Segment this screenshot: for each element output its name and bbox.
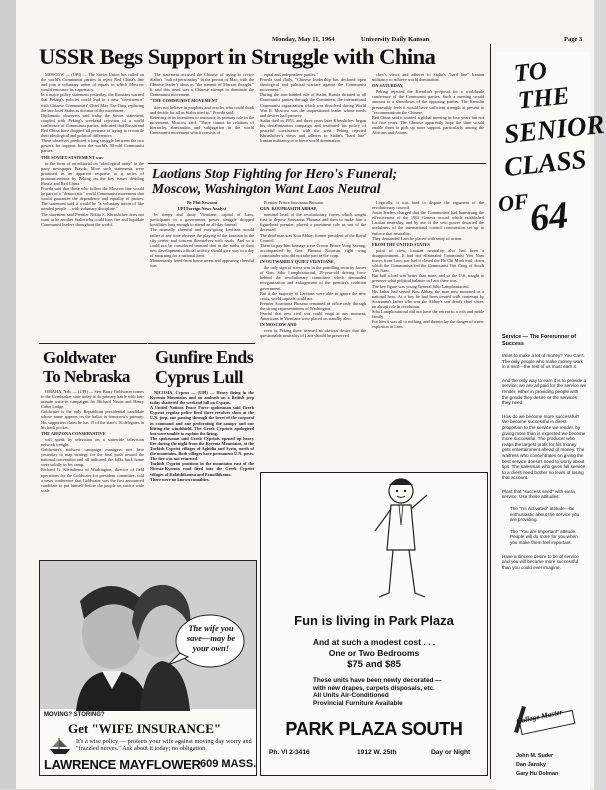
goldwater-text-b: will speak by television on a statewide television network tonight. Goldwater's midwest campaign managers met here yesterday to map strategy for the final push toward the national convention and all indicated the folks back home were solidly in his camp. Richard G. Kleindienst of Washington, director of field operations for the Goldwater for president committee, told a news conference that Goldwater was the first announced candidate to put himself before the people on such a wide scale. bbox=[41, 436, 144, 493]
plaza-tagline: Fun is living in Park Plaza bbox=[294, 613, 454, 628]
plaza-line-2: One or Two Bedrooms bbox=[328, 648, 420, 658]
goldwater-subhead: THE ARIZONA CONSERVATIVE bbox=[41, 430, 106, 436]
senior-name-1: John M. Suder bbox=[516, 753, 554, 759]
senior-sign-brand: College Master bbox=[515, 707, 564, 726]
ussr-subhead-1: THE SOVIET STATEMENT was bbox=[41, 154, 103, 160]
laos-subhead-4: IN MOSCOW AND bbox=[260, 322, 297, 328]
senior-name-2: Dan Jansky bbox=[516, 762, 546, 768]
ussr-column-1 bbox=[41, 72, 144, 297]
ussr-text-4: chev's views and adheres to Stalin's "hard line" Iranian militancy to achieve world domination. bbox=[372, 72, 484, 83]
goldwater-column bbox=[41, 389, 144, 559]
cartoon-man-illustration bbox=[371, 475, 431, 605]
senior-senior: SENIOR bbox=[502, 108, 606, 150]
laos-byline: By Phil Newsom bbox=[186, 200, 218, 205]
ad-question: MOVING? STORING? bbox=[44, 712, 105, 718]
plaza-prices: $75 and $85 bbox=[347, 659, 401, 670]
senior-attitude-1: The "I'm Activated" attitude—be enthusiastic about the service you are providing. bbox=[510, 506, 580, 523]
scan-edge bbox=[0, 0, 17, 789]
plaza-line-1: And at such a modest cost . . . bbox=[312, 637, 436, 647]
senior-para-3: How do we become more successful? We become successful in direct proportion to the service we render, by giving more than is expected we become more successful. The producer who reaps the largest profit for his money gets entertainment ahead of money. The waitress who concentrates on giving the best service doesn't need to worry about tips. The salesman who gives full service to a client need bother no fears of losing that account. bbox=[502, 413, 586, 481]
senior-body bbox=[502, 353, 586, 723]
ad-body: It's a wise policy — protects your wife against moving day worry and "frazzled nerves." Ask about it today; no obligation. bbox=[76, 738, 252, 753]
ussr-column-2 bbox=[150, 72, 254, 160]
laos-subhead-2: GEN. KOUPRASITH ABHAY, bbox=[260, 206, 317, 212]
senior-para-5: Have a sincere desire to be of service and you will become more successful than you could ever imagine. bbox=[502, 553, 579, 570]
ussr-subhead-4: ON SATURDAY, bbox=[372, 83, 404, 89]
laos-column-2 bbox=[260, 200, 366, 468]
goldwater-headline-line-2: To Nebraska bbox=[43, 367, 130, 386]
laos-text-3b: point of view, Laotian neutrality also had been a disappointment. It had not eliminated Communist Viet Nam forces from Laos, nor had it closed the Ho Chi Minh trail, down which the Communists fed the Communist Viet Cong of South Viet Nam. But half a loaf was better than none, and so the U.S. sought to preserve what political balance in Laos there was. The key figure was young General Siho Lamphoutacoul. His father had served Kou Abhay, the man now mourned as a national hero. As a boy he had been treated with contempt by Souvanna's father who was the Abhay's son dead's chief sister, an abrupt role in revolution. Siho Lamphoutacoul did not have the retreat to a rich and noble family. For him it was all or nothing, and therein lay the danger of a new explosion in Laos. bbox=[372, 247, 484, 330]
ussr-column-4 bbox=[372, 72, 484, 160]
laos-text-2b: nominal head of the revolutionary forces which sought first to depose Souvanna Phouma and then to make him a figurehead premier, played a prominent role as son of the deceased. The dead man was Kou Abhay, former president of the Royal Council. There to pay him homage were Crown Prince Vong Savang, accompanied by Gen. Phoumi Nosavan, right wing commander who did not take part in the coup. bbox=[260, 212, 366, 258]
plaza-hours: Day or Night bbox=[431, 749, 471, 756]
cyprus-headline bbox=[155, 347, 253, 387]
cyprus-headline-line-2: Cyprus Lull bbox=[155, 367, 244, 387]
plaza-name: PARK PLAZA SOUTH bbox=[285, 719, 463, 739]
ussr-text-1b: in the form of an editorial on "ideological unity" in the party newspaper Pravda. More such statements were promised in an apparent response to a series of pronouncements by Peking on the key issues dividing Russia and Red China. Pravda said that those who follow the Moscow line would be part of a "democratic" world Communist movement that would guarantee the dependence and equality of parties. The statement said it would be "a voluntary union of like minded people ... with voluntary discipline." The statement said Premier Nikita S. Khrushchev does not want to be another Stalin who could hire, fire and liquidate Communist leaders throughout the world. bbox=[41, 160, 144, 227]
goldwater-headline-line-1: Goldwater bbox=[43, 348, 116, 367]
ussr-column-3 bbox=[260, 72, 366, 160]
senior-attitude-2: The "You are Important" attitude. People will do more for you when you make them feel important. bbox=[510, 528, 578, 546]
laos-column-1 bbox=[150, 200, 254, 348]
senior-class: CLASS bbox=[502, 143, 588, 183]
senior-of: OF bbox=[496, 188, 530, 217]
ussr-text-3: equal and independent parties." Pravda said flatly, "Chinese leadership has declared open ideological and political warfare against the Communist movement." During the iron-handed rule of Stalin, Russia dictated to all Communist parties through the Comintern, the international Communist organization which was dissolved during World War II. Moscow was the unquestioned leader whose needs and desires had primacy. Stalin died in 1953, and three years later Khrushchev began his destalinization campaign and instituted his policy of peaceful coexistence with the west. Peking rejected Khrushchev's views and adheres to Stalin's "hard line" Iranian militancy to achieve world domination. bbox=[260, 72, 366, 144]
cyprus-column bbox=[150, 390, 254, 560]
plaza-phone: Ph. VI 2-3416 bbox=[269, 749, 310, 756]
senior-para-4: Plant that "success seed" with extra service. Use these attitudes: bbox=[502, 488, 575, 500]
senior-heading: Service — The Forerunner of Success bbox=[502, 334, 576, 347]
cyprus-headline-line-1: Gunfire Ends bbox=[155, 347, 254, 367]
laos-text-3: Logically, it was hard to dispute the argument of the revolutionary council. Justia leaders charged that the Communists had hamstrung the effectiveness of the 1962 Geneva accord which established Laotian neutrality, and by use of the veto power thwarted the usefulness of the international control commission set up to enforce that neutrality. They demanded Laos be placed with unity of action. bbox=[372, 200, 484, 241]
senior-to: TO bbox=[512, 57, 549, 88]
laos-column-3 bbox=[372, 200, 484, 468]
laos-text-2: Premier Prince Souvanna Phouma. bbox=[264, 200, 324, 205]
senior-class-ad bbox=[496, 52, 606, 790]
laos-subhead-5: FROM THE UNITED STATES bbox=[372, 241, 430, 247]
ad-get-line: Get "WIFE INSURANCE" bbox=[68, 721, 222, 736]
senior-para-1: Want to make a lot of money? You Can't. The only people who make money work in a mint—the rest of us must earn it. bbox=[502, 353, 585, 370]
cyprus-text: NICOSIA, Cyprus — (UPI) — Heavy firing in the Kyrenia Mountains and an ambush on a British jeep today shattered the weekend lull on Cyprus. A United Nations Peace Force spokesman said Greek Cypriot regular police fired three revolver shots at the U.N. jeep, one passing through the beret of the corporal in command and one perforating the canopy and one hitting the windshield. The Greek Cypriots apologized but were unable to explain the firing. The spokesman said Greek Cypriots opened up heavy fire during the night from the Kyrenia Mountains, at the Turkish Cypriot villages of Aghidia and Syrin, north of the mountains. Both villages have permanent U.N. posts. The fire was not returned. Turkish Cypriot positions in the mountains east of the Nicosia-Kyrenia road fired into the Greek Cypriot villages of Kalaithikouna and Panodhikomo. There were no known casualties. bbox=[150, 390, 254, 482]
senior-year: 64 bbox=[527, 194, 571, 240]
ad-address: 609 MASS. bbox=[200, 758, 257, 770]
goldwater-text: OMAHA, Neb. — (UPI) — Sen. Barry Goldwater comes to the Cornhusker state today to do primary battle with last-minute write-in campaigns for Richard Nixon and Henry Cabot Lodge. Goldwater is the only Republican presidential candidate whose name appears on the ballot in tomorrow's primary. His supporters claim he has 15 of the state's 16 delegates in his back pocket. bbox=[41, 389, 144, 430]
laos-headline-line-2: Moscow, Washington Want Laos Neutral bbox=[152, 181, 381, 196]
mayflower-ad bbox=[39, 560, 257, 776]
senior-name-3: Gary Hu Dolman bbox=[516, 771, 559, 777]
plaza-features: These units have been newly decorated — with new drapes, carpets disposals, etc. All Units Air-Conditioned Provincial Furniture Available bbox=[313, 677, 442, 707]
senior-names bbox=[516, 752, 558, 779]
mayflower-ship-icon bbox=[48, 737, 72, 755]
senior-the: THE bbox=[516, 82, 571, 115]
laos-headline-line-1: Laotians Stop Fighting for Hero's Funeral; bbox=[152, 166, 398, 181]
ussr-text-2: The statement accused the Chinese of trying to revive Stalin's "cult of personality" in the person of Mao, with the Chinese leader's ideas as "the summit of Marxist thought." It said this trend was a Chinese attempt to dominate the Communist movement. bbox=[150, 72, 254, 98]
page-number: Page 3 bbox=[564, 36, 583, 43]
senior-para-2: And the only way to earn it is to provide a service; we are all paid for the service we render, either in providing people with the goods they desire or the services they need. bbox=[502, 377, 587, 406]
goldwater-headline bbox=[43, 348, 130, 386]
newspaper-page bbox=[16, 0, 606, 789]
paper-name: University Daily Kansan bbox=[361, 36, 430, 43]
laos-byline-title: UPI Foreign News Analyst bbox=[177, 206, 227, 212]
laos-subhead-3: IN OUTWARDLY QUIET VIENTIANE, bbox=[260, 259, 335, 265]
ussr-text-4b: Peking rejected the Kremlin's proposal for a worldwide conference of the Communist parties. Such a meeting would amount to a showdown of the opposing parties. The Kremlin presumably feels it would have sufficient strength at present to "excommunicate the Chinese. Red China said it wanted a global meeting in four years but not for five years. The Chinese apparently hope the time would enable them to pick up more support, particularly among the Africans and Asians. bbox=[372, 89, 484, 136]
laos-text-2c: the only sign of stress was in the patrolling security forces of Gen. Siho Lamphoutacoul, 29-year-old driving force behind the revolutionary committee which demanded reorganization and enlargement of the premier's coalition government. But if the majority of Laotians were able to ignore the new crisis, world capitals could not. Premier Souvanna Phouma remained in office only through the strong representations of Washington. Fearful that new civil war could erupt at any moment, Americans in Vientiane were placed on standby alert. bbox=[260, 265, 366, 322]
ussr-text-1: MOSCOW — (UPI) — The Soviet Union has called on the world's Communist parties to reject Red China's line and join a voluntary union of equals in which Moscow would renounce its supremacy. In a major policy statement yesterday, the Russians warned that Peking's policies could lead to a new "coexistence" with Chinese Communists' Chiel Mao Tze-Tung replacing the late Josef Stalin as dictator of the movement. Diplomatic observers said today the Soviet statement, coupled with Peking's weekend rejection of a world conference of Communist parties, indicated that Russia and Red China have dropped all pretense of trying to reconcile their ideological and political differences. These observers predicted a long struggle between the two powers for support from the world's 90-odd Communist parties. bbox=[41, 72, 144, 154]
page-date: Monday, May 11, 1964 bbox=[272, 36, 335, 43]
ad-speech-bubble: The wife you save—may be your own! bbox=[186, 623, 236, 653]
laos-text-2d: even in Peking there seemed an obvious desire that the questionable neutrality of Laos should be preserved. bbox=[260, 328, 366, 339]
park-plaza-ad bbox=[260, 472, 488, 776]
laos-headline bbox=[152, 166, 486, 196]
plaza-street: 1912 W. 25th bbox=[357, 749, 397, 756]
ad-brand: LAWRENCE MAYFLOWER bbox=[44, 757, 201, 772]
laos-text-1: In sleepy and dusty Vientiane, capital of Laos, participants in a government power struggle dropped hostilities long enough to attend an all-day funeral. The normally cheerful and easy-going Laotians would rather at any time observe the playing of the fountain in the city center and concern themselves with rivals. And so it could not be considered unusual that in the midst of their new developments official activity should give way to a day of mourning for a national hero. Momentarily freed from house arrest and appearing cheerful was bbox=[150, 212, 254, 269]
ussr-text-2b: does not believe in prophets and oracles who could think and decide for all as Stalin tried to," Pravda said. Referring to its intentions to renounce its primary role in the movement, Moscow said, "There cannot be relations of hierarchy, domination and subjugation in the world Communist movement which consists of bbox=[150, 104, 254, 136]
ussr-headline: USSR Begs Support in Struggle with China bbox=[39, 44, 436, 69]
ussr-subhead-2: "THE COMMUNIST MOVEMENT bbox=[150, 98, 218, 104]
